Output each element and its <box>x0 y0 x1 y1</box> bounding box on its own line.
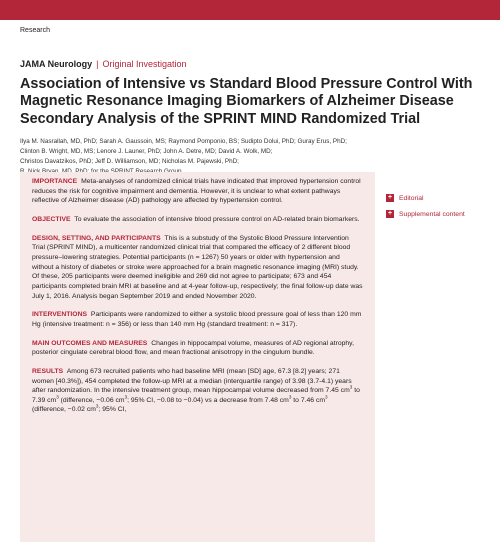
section-text: Participants were randomized to either a systolic blood pressure goal of less than 120 mm Hg (intensive treatment: n = 356) or less than 140 mm Hg (standard treatment: n = 317). <box>32 311 362 328</box>
section-text: ; 95% CI, −0.08 to −0.04) vs a decrease from 7.48 cm <box>127 396 289 404</box>
journal-name: JAMA Neurology <box>20 59 93 69</box>
section-text: to 7.46 cm <box>291 396 326 404</box>
abstract-design <box>32 234 363 302</box>
superscript: 3 <box>95 404 99 410</box>
superscript: 3 <box>124 394 128 400</box>
supplemental-content-link[interactable] <box>386 210 465 218</box>
plus-icon: + <box>387 194 393 201</box>
section-text: Among 673 recruited patients who had baseline MRI (mean [SD] age, 67.3 [8.2] years; 271 women [40.3%]), 454 completed the follow-up MRI at a median (interquartile range) of 3.98 (3.7-4.1) years after randomization. In the intensive treatment group, mean hippocampal volume decreased from 7.45 cm <box>32 367 352 395</box>
section-text: to 7.39 cm <box>32 387 360 404</box>
section-text: Meta-analyses of randomized clinical trials have indicated that improved hypertension control reduces the risk for cognitive impairment and dementia. However, it is unclear to what extent pathways reflective of Alzheimer disease (AD) pathology are affected by hypertension control. <box>32 178 361 205</box>
author-line: Ilya M. Nasrallah, MD, PhD; Sarah A. Gaussoin, MS; Raymond Pomponio, BS; Sudipto Dolui, PhD; Guray Erus, PhD; <box>20 138 347 145</box>
author-list <box>20 137 380 177</box>
editorial-link[interactable] <box>386 194 424 202</box>
journal-line <box>20 59 187 69</box>
author-line: Clinton B. Wright, MD, MS; Lenore J. Launer, PhD; John A. Detre, MD; David A. Wolk, MD; <box>20 148 273 155</box>
section-heading: DESIGN, SETTING, AND PARTICIPANTS <box>32 234 161 242</box>
section-heading: RESULTS <box>32 367 64 375</box>
abstract-box <box>20 172 375 542</box>
section-heading: IMPORTANCE <box>32 178 78 185</box>
section-label: Research <box>20 27 50 34</box>
section-text: To evaluate the association of intensive blood pressure control on AD-related brain biomarkers. <box>74 215 360 223</box>
section-text: (difference, −0.06 cm <box>58 396 125 404</box>
section-text: ; 95% CI, <box>98 406 127 414</box>
article-type: Original Investigation <box>102 59 187 69</box>
section-text: Changes in hippocampal volume, measures of AD regional atrophy, posterior cingulate cerebral blood flow, and mean fractional anisotropy in the cingulum bundle. <box>32 339 354 357</box>
section-text: (difference, −0.02 cm <box>32 406 96 414</box>
abstract-results <box>32 367 363 415</box>
article-title: Association of Intensive vs Standard Blood Pressure Control With Magnetic Resonance Imaging Biomarkers of Alzheimer Disease <box>20 76 473 109</box>
plus-icon: + <box>387 210 393 217</box>
article-subtitle: Secondary Analysis of the SPRINT MIND Randomized Trial <box>20 111 421 127</box>
section-heading: INTERVENTIONS <box>32 311 88 319</box>
superscript: 3 <box>56 394 59 400</box>
section-heading: MAIN OUTCOMES AND MEASURES <box>32 339 148 347</box>
superscript: 3 <box>288 394 292 400</box>
editorial-link-label: Editorial <box>399 194 424 202</box>
superscript: 3 <box>349 384 353 390</box>
journal-header-bar <box>0 0 500 20</box>
journal-separator: | <box>96 59 99 69</box>
abstract-importance <box>32 177 363 206</box>
supplemental-content-link-label: Supplemental content <box>399 210 465 218</box>
superscript: 3 <box>325 394 328 400</box>
section-text: This is a substudy of the Systolic Blood Pressure Intervention Trial (SPRINT MIND), a multicenter randomized clinical trial that compared the efficacy of 2 different blood pressure–lowering strategies. Potential participants (n = 1267) 50 years or older with hypertension and without a history of diabetes or stroke were approached for a brain magnetic resonance imaging (MRI) study. Of these, 205 participants were deemed ineligible and 269 did not agree to participate; 673 and 454 participants completed brain MRI at baseline and at 4-year follow-up, respectively; the final follow-up date was July 1, 2016. Analysis began September 2019 and ended November 2020. <box>32 234 363 300</box>
abstract-outcomes <box>32 339 363 358</box>
section-heading: OBJECTIVE <box>32 215 71 223</box>
abstract-interventions <box>32 310 363 329</box>
abstract-objective <box>32 215 363 225</box>
author-line: Christos Davatzikos, PhD; Jeff D. Williamson, MD; Nicholas M. Pajewski, PhD; <box>20 158 239 165</box>
